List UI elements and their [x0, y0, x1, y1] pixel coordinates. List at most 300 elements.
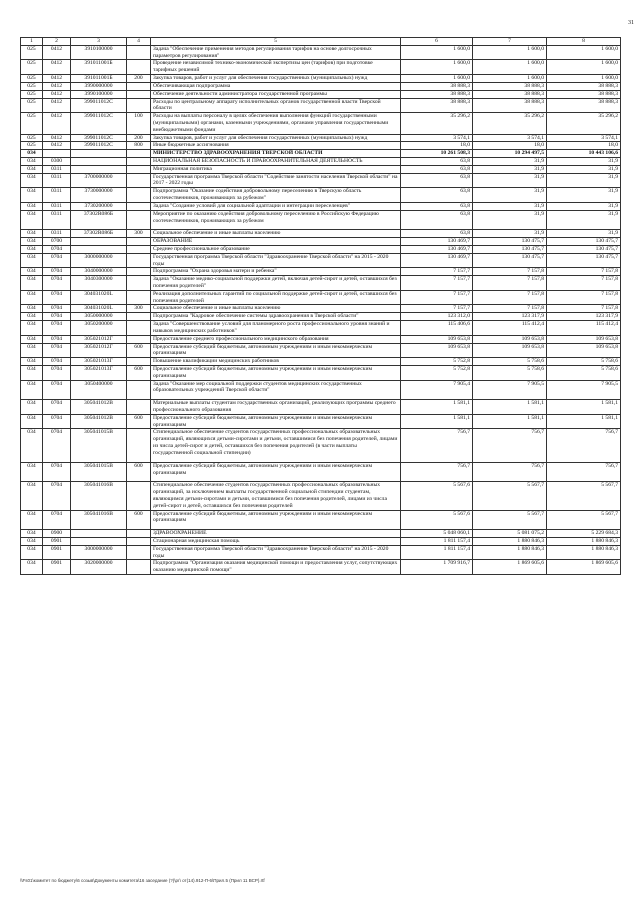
table-row — [21, 400, 621, 415]
amount-cell: 1 581,1 — [473, 400, 547, 415]
description-cell: Государственная программа Тверской области "Здравоохранение Тверской области" на 2015 - 2020 годы — [151, 253, 401, 268]
code-cell: 0311 — [43, 210, 71, 230]
amount-cell: 18,0 — [547, 142, 621, 150]
header-cell: 2 — [43, 38, 71, 46]
description-cell: Задача "Обеспечение применения методов регулирования тарифов на основе долгосрочных параметров регулирования" — [151, 45, 401, 60]
code-cell: 034 — [21, 276, 43, 291]
code-cell: 0704 — [43, 253, 71, 268]
amount-cell: 115 412,4 — [547, 321, 621, 336]
description-cell: Материальные выплаты студентам государственных организаций, реализующих программы среднего профессионального образования — [151, 400, 401, 415]
amount-cell: 5 081 075,2 — [473, 530, 547, 538]
amount-cell: 31,9 — [473, 210, 547, 230]
code-cell: 600 — [127, 510, 151, 530]
code-cell: 025 — [21, 45, 43, 60]
amount-cell: 1 600,0 — [547, 60, 621, 75]
code-cell: 025 — [21, 75, 43, 83]
code-cell: 305041016В — [71, 510, 127, 530]
amount-cell: 10 294 497,5 — [473, 150, 547, 158]
page-number: 31 — [628, 20, 634, 26]
table-row — [21, 313, 621, 321]
code-cell: 3910100000 — [71, 45, 127, 60]
code-cell: 034 — [21, 462, 43, 482]
amount-cell: 130 475,7 — [547, 245, 621, 253]
amount-cell: 756,7 — [473, 462, 547, 482]
description-cell: Стипендиальное обеспечение студентов государственных профессиональных образовательных организаций, за исключением выплаты государственной социальной стипендии студентам, являющимся детьми-сиротами и детьми, оставшимися без попечения родителей, лицами из числа детей-сирот и детей, оставшихся без попечения родителей — [151, 482, 401, 510]
amount-cell: 18,0 — [401, 142, 473, 150]
code-cell: 0704 — [43, 482, 71, 510]
code-cell: 0412 — [43, 82, 71, 90]
amount-cell: 10 443 106,6 — [547, 150, 621, 158]
code-cell: 0412 — [43, 98, 71, 113]
code-cell: 3000000000 — [71, 545, 127, 560]
amount-cell: 7 905,5 — [473, 380, 547, 400]
table-row — [21, 165, 621, 173]
table-row — [21, 210, 621, 230]
code-cell — [71, 165, 127, 173]
table-row — [21, 238, 621, 246]
description-cell: Миграционная политика — [151, 165, 401, 173]
code-cell — [127, 482, 151, 510]
table-row — [21, 253, 621, 268]
code-cell: 100 — [127, 113, 151, 134]
code-cell: 399011012С — [71, 134, 127, 142]
code-cell: 034 — [21, 305, 43, 313]
code-cell: 3730000000 — [71, 188, 127, 203]
description-cell: Мероприятие по оказанию содействия добровольному переселению в Российскую Федерацию соотечественников, проживающих за рубежом — [151, 210, 401, 230]
amount-cell: 5 567,6 — [401, 482, 473, 510]
amount-cell: 10 261 508,3 — [401, 150, 473, 158]
table-row — [21, 173, 621, 188]
code-cell — [127, 158, 151, 166]
code-cell: 034 — [21, 245, 43, 253]
table-row — [21, 343, 621, 358]
amount-cell: 5 229 684,3 — [547, 530, 621, 538]
amount-cell: 130 475,7 — [473, 253, 547, 268]
code-cell: 0901 — [43, 538, 71, 546]
table-row — [21, 380, 621, 400]
amount-cell: 63,8 — [401, 210, 473, 230]
code-cell: 3020000000 — [71, 560, 127, 575]
amount-cell: 115 412,4 — [473, 321, 547, 336]
header-row — [21, 38, 621, 46]
code-cell: 034 — [21, 210, 43, 230]
code-cell — [127, 429, 151, 462]
amount-cell: 7 157,7 — [401, 268, 473, 276]
code-cell: 025 — [21, 134, 43, 142]
code-cell: 034 — [21, 321, 43, 336]
description-cell: Подпрограмма "Кадровое обеспечение системы здравоохранения в Тверской области" — [151, 313, 401, 321]
code-cell: 0704 — [43, 268, 71, 276]
amount-cell: 38 888,3 — [401, 90, 473, 98]
code-cell: 0300 — [43, 158, 71, 166]
amount-cell: 63,8 — [401, 188, 473, 203]
amount-cell: 7 157,8 — [547, 290, 621, 305]
description-cell: Задача "Создание условий для социальной адаптации и интеграции переселенцев" — [151, 202, 401, 210]
amount-cell: 5 758,6 — [473, 358, 547, 366]
table-row — [21, 276, 621, 291]
amount-cell: 1 600,0 — [547, 75, 621, 83]
amount-cell: 31,9 — [473, 158, 547, 166]
amount-cell: 109 653,8 — [473, 335, 547, 343]
code-cell: 600 — [127, 365, 151, 380]
amount-cell: 31,9 — [547, 202, 621, 210]
amount-cell: 35 296,2 — [547, 113, 621, 134]
table-row — [21, 560, 621, 575]
code-cell — [127, 188, 151, 203]
code-cell — [127, 245, 151, 253]
amount-cell: 35 296,2 — [401, 113, 473, 134]
amount-cell: 31,9 — [473, 202, 547, 210]
code-cell: 0311 — [43, 165, 71, 173]
table-row — [21, 482, 621, 510]
code-cell: 0700 — [43, 238, 71, 246]
description-cell: Предоставление субсидий бюджетным, автономным учреждениям и иным некоммерческим организациям — [151, 365, 401, 380]
code-cell: 025 — [21, 82, 43, 90]
amount-cell: 1 600,0 — [401, 45, 473, 60]
code-cell: 3050200000 — [71, 321, 127, 336]
code-cell — [127, 98, 151, 113]
amount-cell: 130 475,7 — [473, 238, 547, 246]
code-cell — [127, 82, 151, 90]
code-cell — [127, 538, 151, 546]
code-cell: 0704 — [43, 276, 71, 291]
code-cell: 0704 — [43, 343, 71, 358]
description-cell: Предоставление субсидий бюджетным, автономным учреждениям и иным некоммерческим организациям — [151, 414, 401, 429]
table-row — [21, 82, 621, 90]
amount-cell: 7 905,4 — [401, 380, 473, 400]
amount-cell: 3 574,1 — [473, 134, 547, 142]
code-cell: 3730200000 — [71, 202, 127, 210]
table-row — [21, 414, 621, 429]
code-cell: 034 — [21, 253, 43, 268]
description-cell: Государственная программа Тверской области "Здравоохранение Тверской области" на 2015 - 2020 годы — [151, 545, 401, 560]
amount-cell: 31,9 — [547, 188, 621, 203]
code-cell — [71, 530, 127, 538]
table-row — [21, 462, 621, 482]
table-row — [21, 230, 621, 238]
code-cell — [71, 538, 127, 546]
description-cell: Предоставление субсидий бюджетным, автономным учреждениям и иным некоммерческим организациям — [151, 343, 401, 358]
description-cell: Задача "Оказание мер социальной поддержки студентов медицинских государственных образовательных учреждений Тверской области" — [151, 380, 401, 400]
code-cell — [127, 321, 151, 336]
code-cell: 399011012С — [71, 113, 127, 134]
amount-cell: 130 469,7 — [401, 245, 473, 253]
amount-cell: 1 880 846,3 — [473, 538, 547, 546]
header-cell: 7 — [473, 38, 547, 46]
code-cell: 399011012С — [71, 142, 127, 150]
code-cell: 0311 — [43, 173, 71, 188]
description-cell: Обеспечивающая подпрограмма — [151, 82, 401, 90]
code-cell: 304031020L — [71, 290, 127, 305]
amount-cell: 1 600,0 — [473, 75, 547, 83]
amount-cell: 109 653,8 — [401, 335, 473, 343]
code-cell: 034 — [21, 165, 43, 173]
table-row — [21, 545, 621, 560]
code-cell: 034 — [21, 343, 43, 358]
code-cell: 0704 — [43, 462, 71, 482]
amount-cell: 7 157,8 — [473, 268, 547, 276]
header-cell: 6 — [401, 38, 473, 46]
amount-cell: 130 475,7 — [473, 245, 547, 253]
code-cell: 37302R086Б — [71, 210, 127, 230]
amount-cell: 1 880 846,3 — [547, 538, 621, 546]
code-cell: 0704 — [43, 400, 71, 415]
code-cell: 0704 — [43, 245, 71, 253]
code-cell — [127, 253, 151, 268]
amount-cell: 1 600,0 — [547, 45, 621, 60]
code-cell: 300 — [127, 230, 151, 238]
code-cell: 034 — [21, 530, 43, 538]
code-cell — [127, 238, 151, 246]
amount-cell: 31,9 — [473, 173, 547, 188]
description-cell: Расходы по центральному аппарату исполнительных органов государственной власти Тверской области — [151, 98, 401, 113]
amount-cell: 1 880 846,3 — [547, 545, 621, 560]
description-cell: Социальное обеспечение и иные выплаты населению — [151, 305, 401, 313]
code-cell: 034 — [21, 482, 43, 510]
header-cell: 3 — [71, 38, 127, 46]
code-cell: 0704 — [43, 305, 71, 313]
description-cell: Подпрограмма "Оказание содействия добровольному переселению в Тверскую область соотечественников, проживающих за рубежом" — [151, 188, 401, 203]
code-cell: 3990000000 — [71, 82, 127, 90]
amount-cell: 756,7 — [473, 429, 547, 462]
code-cell: 305041016В — [71, 482, 127, 510]
description-cell: Предоставление субсидий бюджетным, автономным учреждениям и иным некоммерческим организациям — [151, 510, 401, 530]
amount-cell: 7 157,8 — [547, 305, 621, 313]
amount-cell: 1 581,1 — [547, 414, 621, 429]
code-cell: 0412 — [43, 90, 71, 98]
amount-cell: 31,9 — [473, 188, 547, 203]
table-row — [21, 113, 621, 134]
table-row — [21, 90, 621, 98]
code-cell: 304031020L — [71, 305, 127, 313]
code-cell: 0311 — [43, 230, 71, 238]
code-cell: 305021012Г — [71, 343, 127, 358]
amount-cell: 31,9 — [547, 165, 621, 173]
header-cell: 1 — [21, 38, 43, 46]
description-cell: Реализация дополнительных гарантий по социальной поддержке детей-сирот и детей, оставшихся без попечения родителей — [151, 290, 401, 305]
description-cell: Закупка товаров, работ и услуг для обеспечения государственных (муниципальных) нужд — [151, 134, 401, 142]
code-cell: 034 — [21, 545, 43, 560]
amount-cell: 63,8 — [401, 173, 473, 188]
table-row — [21, 429, 621, 462]
amount-cell: 109 653,8 — [547, 335, 621, 343]
code-cell — [127, 268, 151, 276]
amount-cell: 63,8 — [401, 230, 473, 238]
table-row — [21, 158, 621, 166]
code-cell — [127, 60, 151, 75]
amount-cell: 1 869 605,6 — [547, 560, 621, 575]
code-cell: 0901 — [43, 560, 71, 575]
code-cell — [127, 530, 151, 538]
amount-cell: 35 296,2 — [473, 113, 547, 134]
code-cell — [43, 150, 71, 158]
description-cell: Среднее профессиональное образование — [151, 245, 401, 253]
amount-cell: 1 880 846,3 — [473, 545, 547, 560]
description-cell: Обеспечение деятельности администратора государственной программы — [151, 90, 401, 98]
table-row — [21, 60, 621, 75]
code-cell: 034 — [21, 173, 43, 188]
description-cell: Задача "Оказание медико-социальной поддержки детей, включая детей-сирот и детей, оставшихся без попечения родителей" — [151, 276, 401, 291]
code-cell: 3050000000 — [71, 313, 127, 321]
amount-cell: 38 888,3 — [401, 82, 473, 90]
amount-cell: 123 317,9 — [547, 313, 621, 321]
code-cell: 391011001Б — [71, 60, 127, 75]
code-cell — [127, 90, 151, 98]
amount-cell: 38 888,3 — [547, 98, 621, 113]
description-cell: Проведение независимой технико-экономической экспертизы цен (тарифов) при подготовке тарифных решений — [151, 60, 401, 75]
amount-cell: 1 869 605,6 — [473, 560, 547, 575]
description-cell: Стипендиальное обеспечение студентов государственных профессиональных образовательных организаций, являющихся детьми-сиротами и детьми, оставшимися без попечения родителей, лицами из числа детей-сирот и детей, оставшихся без попечения родителей (в части выплаты государственной социальной стипендии) — [151, 429, 401, 462]
code-cell: 025 — [21, 90, 43, 98]
amount-cell: 7 157,7 — [401, 276, 473, 291]
code-cell: 034 — [21, 188, 43, 203]
code-cell: 034 — [21, 400, 43, 415]
amount-cell: 130 469,7 — [401, 238, 473, 246]
code-cell: 0901 — [43, 545, 71, 560]
amount-cell: 109 653,8 — [401, 343, 473, 358]
code-cell: 3990100000 — [71, 90, 127, 98]
amount-cell: 1 581,1 — [401, 400, 473, 415]
code-cell: 800 — [127, 142, 151, 150]
code-cell — [127, 150, 151, 158]
amount-cell: 38 888,3 — [473, 98, 547, 113]
table-row — [21, 358, 621, 366]
table-row — [21, 268, 621, 276]
code-cell — [71, 245, 127, 253]
code-cell: 0704 — [43, 321, 71, 336]
code-cell: 399011012С — [71, 98, 127, 113]
code-cell — [127, 380, 151, 400]
amount-cell: 1 811 157,4 — [401, 545, 473, 560]
code-cell: 0900 — [43, 530, 71, 538]
amount-cell: 5 758,6 — [547, 358, 621, 366]
code-cell: 025 — [21, 60, 43, 75]
code-cell: 305021012Г — [71, 335, 127, 343]
code-cell: 391011001Б — [71, 75, 127, 83]
code-cell: 034 — [21, 268, 43, 276]
amount-cell: 5 567,7 — [473, 482, 547, 510]
code-cell — [127, 335, 151, 343]
amount-cell: 1 600,0 — [473, 60, 547, 75]
amount-cell: 63,8 — [401, 202, 473, 210]
code-cell — [127, 313, 151, 321]
code-cell — [127, 210, 151, 230]
code-cell: 025 — [21, 142, 43, 150]
code-cell: 034 — [21, 414, 43, 429]
code-cell: 0704 — [43, 429, 71, 462]
code-cell — [127, 545, 151, 560]
description-cell: Социальное обеспечение и иные выплаты населению — [151, 230, 401, 238]
amount-cell: 38 888,3 — [547, 90, 621, 98]
amount-cell: 31,9 — [547, 230, 621, 238]
code-cell: 200 — [127, 134, 151, 142]
amount-cell: 123 317,9 — [473, 313, 547, 321]
amount-cell: 63,8 — [401, 158, 473, 166]
amount-cell: 1 600,0 — [473, 45, 547, 60]
amount-cell: 130 475,7 — [547, 253, 621, 268]
amount-cell: 5 567,7 — [547, 482, 621, 510]
amount-cell: 5 567,7 — [473, 510, 547, 530]
code-cell: 0412 — [43, 113, 71, 134]
amount-cell: 130 469,7 — [401, 253, 473, 268]
amount-cell: 1 709 916,7 — [401, 560, 473, 575]
amount-cell: 5 758,6 — [547, 365, 621, 380]
code-cell — [71, 150, 127, 158]
code-cell: 034 — [21, 290, 43, 305]
code-cell — [127, 276, 151, 291]
amount-cell: 109 653,8 — [473, 343, 547, 358]
amount-cell: 5 048 060,1 — [401, 530, 473, 538]
description-cell: Закупка товаров, работ и услуг для обеспечения государственных (муниципальных) нужд — [151, 75, 401, 83]
code-cell: 034 — [21, 335, 43, 343]
code-cell: 034 — [21, 358, 43, 366]
amount-cell: 7 157,8 — [473, 276, 547, 291]
code-cell: 600 — [127, 343, 151, 358]
code-cell: 3040300000 — [71, 276, 127, 291]
code-cell — [71, 238, 127, 246]
code-cell — [127, 173, 151, 188]
table-row — [21, 45, 621, 60]
code-cell — [127, 560, 151, 575]
code-cell — [127, 358, 151, 366]
description-cell: Расходы на выплаты персоналу в целях обеспечения выполнения функций государственными (муниципальными) органами, казенными учреждениями, органами управления государственными внебюджетными фондами — [151, 113, 401, 134]
code-cell: 3000000000 — [71, 253, 127, 268]
amount-cell: 31,9 — [547, 173, 621, 188]
amount-cell: 63,8 — [401, 165, 473, 173]
amount-cell: 1 581,1 — [401, 414, 473, 429]
code-cell — [127, 165, 151, 173]
header-cell: 5 — [151, 38, 401, 46]
description-cell: МИНИСТЕРСТВО ЗДРАВООХРАНЕНИЯ ТВЕРСКОЙ ОБЛАСТИ — [151, 150, 401, 158]
amount-cell: 5 567,6 — [401, 510, 473, 530]
code-cell: 034 — [21, 429, 43, 462]
code-cell: 0311 — [43, 202, 71, 210]
code-cell: 3040000000 — [71, 268, 127, 276]
amount-cell: 7 157,8 — [473, 290, 547, 305]
amount-cell: 1 581,1 — [547, 400, 621, 415]
amount-cell: 38 888,3 — [473, 82, 547, 90]
code-cell: 0704 — [43, 358, 71, 366]
amount-cell: 1 600,0 — [401, 75, 473, 83]
code-cell: 034 — [21, 510, 43, 530]
code-cell: 034 — [21, 538, 43, 546]
code-cell: 305041015В — [71, 429, 127, 462]
description-cell: ЗДРАВООХРАНЕНИЕ — [151, 530, 401, 538]
code-cell: 305041015В — [71, 462, 127, 482]
description-cell: Подпрограмма "Организация оказания медицинской помощи и предоставления услуг, сопутствующих оказанию медицинской помощи" — [151, 560, 401, 575]
table-row — [21, 530, 621, 538]
table-row — [21, 98, 621, 113]
description-cell: ОБРАЗОВАНИЕ — [151, 238, 401, 246]
amount-cell: 5 758,6 — [473, 365, 547, 380]
code-cell: 0704 — [43, 510, 71, 530]
code-cell: 034 — [21, 150, 43, 158]
amount-cell: 31,9 — [473, 165, 547, 173]
code-cell: 0412 — [43, 134, 71, 142]
code-cell: 0412 — [43, 60, 71, 75]
amount-cell: 7 905,5 — [547, 380, 621, 400]
amount-cell: 756,7 — [547, 462, 621, 482]
code-cell: 3700000000 — [71, 173, 127, 188]
amount-cell: 3 574,1 — [401, 134, 473, 142]
table-row — [21, 150, 621, 158]
code-cell: 600 — [127, 462, 151, 482]
amount-cell: 115 406,6 — [401, 321, 473, 336]
table-row — [21, 75, 621, 83]
amount-cell: 1 581,1 — [473, 414, 547, 429]
code-cell: 0412 — [43, 142, 71, 150]
code-cell — [71, 158, 127, 166]
